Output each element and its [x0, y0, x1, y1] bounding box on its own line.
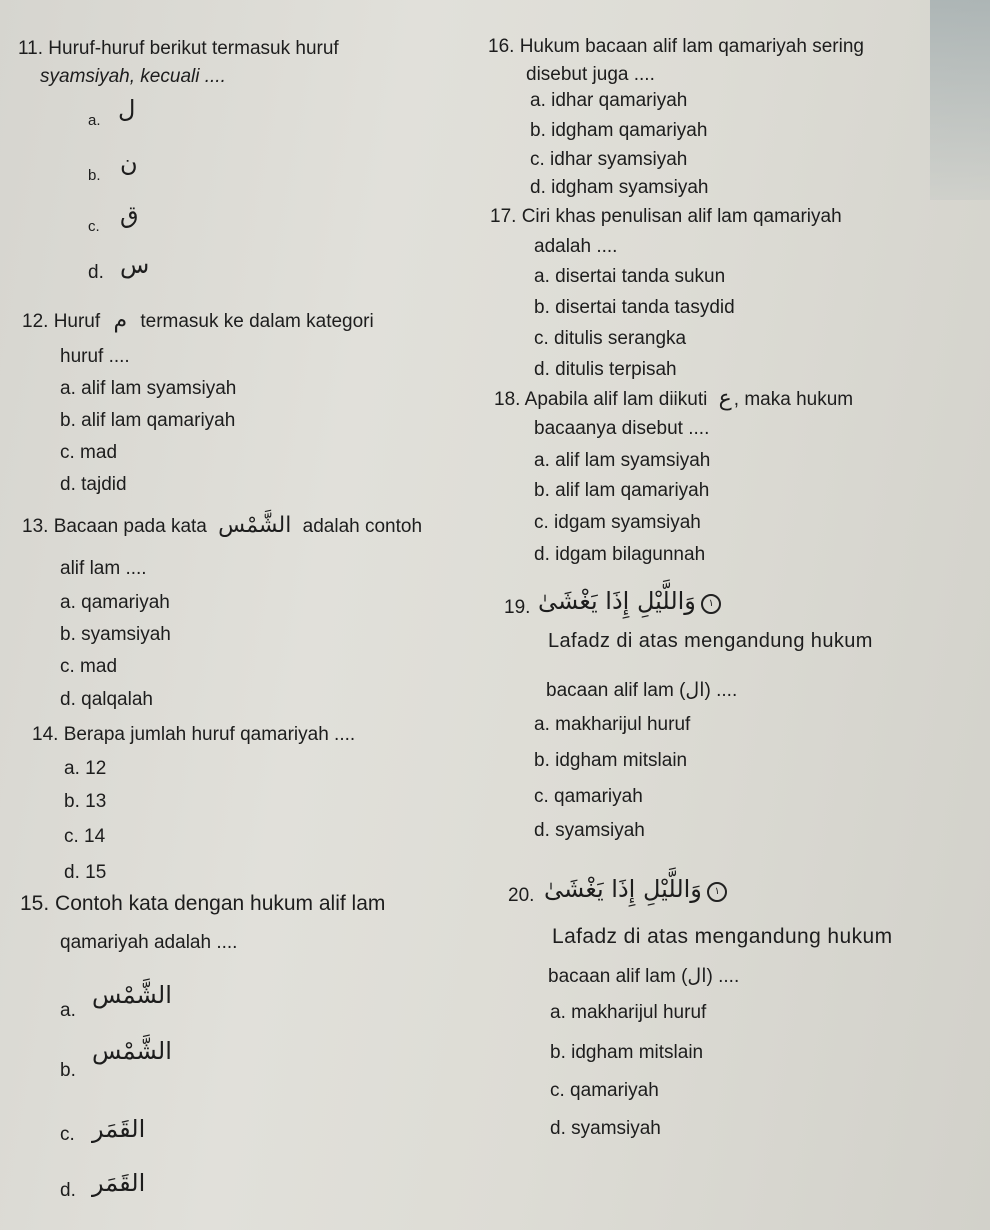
- q17-option-a: a. disertai tanda sukun: [534, 266, 726, 287]
- ayah-number-icon: ١: [707, 882, 727, 902]
- q12-option-d: d. tajdid: [60, 474, 127, 495]
- q13-arabic-word: الشَّمْس: [218, 513, 292, 538]
- q19-option-c: c. qamariyah: [534, 786, 643, 807]
- q13-option-d: d. qalqalah: [60, 689, 153, 710]
- q11-option-c-arabic: ق: [120, 201, 139, 229]
- q20-arabic-verse: وَاللَّيْلِ إِذَا يَغْشَىٰ: [544, 875, 702, 903]
- q20-option-c: c. qamariyah: [550, 1080, 659, 1101]
- q18-option-a: a. alif lam syamsiyah: [534, 450, 711, 471]
- question-19-verse: [538, 587, 725, 615]
- q20-option-a: a. makharijul huruf: [550, 1002, 707, 1023]
- question-11-line1: 11. Huruf-huruf berikut termasuk huruf: [18, 38, 339, 59]
- q12-text-before: 12. Huruf: [22, 311, 101, 332]
- q16-option-c: c. idhar syamsiyah: [530, 149, 688, 170]
- q11-option-a-letter: a.: [88, 112, 101, 129]
- q19-option-a: a. makharijul huruf: [534, 714, 691, 735]
- q19-option-d: d. syamsiyah: [534, 820, 645, 841]
- q13-text-after: adalah contoh: [302, 516, 423, 537]
- q16-option-b: b. idgham qamariyah: [530, 120, 708, 141]
- q13-option-a: a. qamariyah: [60, 592, 170, 613]
- question-16-line2: disebut juga ....: [526, 64, 655, 85]
- q15-option-c-letter: c.: [60, 1124, 75, 1145]
- q18-text-after: , maka hukum: [733, 389, 854, 410]
- question-17-line2: adalah ....: [534, 236, 618, 257]
- q11-option-b-arabic: ن: [120, 149, 138, 177]
- q14-option-a: a. 12: [64, 758, 107, 779]
- question-20-line1: Lafadz di atas mengandung hukum: [552, 925, 893, 948]
- q12-option-c: c. mad: [60, 442, 118, 463]
- q20-option-b: b. idgham mitslain: [550, 1042, 704, 1063]
- question-13-line2: alif lam ....: [60, 558, 147, 579]
- q13-option-c: c. mad: [60, 656, 118, 677]
- question-18-line1: [494, 388, 853, 411]
- ayah-number-icon: ١: [701, 594, 721, 614]
- q15-option-a-letter: a.: [60, 1000, 76, 1021]
- q17-option-c: c. ditulis serangka: [534, 328, 687, 349]
- q13-option-b: b. syamsiyah: [60, 624, 171, 645]
- q15-option-b-letter: b.: [60, 1060, 76, 1081]
- q20-option-d: d. syamsiyah: [550, 1118, 661, 1139]
- q18-text-before: 18. Apabila alif lam diikuti: [494, 389, 708, 410]
- q11-option-d-arabic: س: [120, 251, 150, 279]
- q16-option-d: d. idgham syamsiyah: [530, 177, 709, 198]
- question-14-line1: 14. Berapa jumlah huruf qamariyah ....: [32, 724, 356, 745]
- question-12-line1: [22, 310, 374, 333]
- q12-option-a: a. alif lam syamsiyah: [60, 378, 237, 399]
- q17-option-b: b. disertai tanda tasydid: [534, 297, 735, 318]
- question-19-line2: bacaan alif lam (ال) ....: [546, 680, 738, 701]
- q19-option-b: b. idgham mitslain: [534, 750, 688, 771]
- q18-arabic-letter: ع: [718, 386, 732, 411]
- q13-text-before: 13. Bacaan pada kata: [22, 516, 207, 537]
- q14-option-d: d. 15: [64, 862, 107, 883]
- q19-arabic-verse: وَاللَّيْلِ إِذَا يَغْشَىٰ: [538, 587, 696, 615]
- question-17-line1: 17. Ciri khas penulisan alif lam qamariyah: [490, 206, 842, 227]
- q15-option-a-arabic: الشَّمْس: [92, 981, 172, 1009]
- question-15-line2: qamariyah adalah ....: [60, 932, 238, 953]
- question-20-number: 20.: [508, 885, 535, 906]
- question-19-line1: Lafadz di atas mengandung hukum: [548, 630, 873, 652]
- question-11-line2: syamsiyah, kecuali ....: [40, 66, 226, 87]
- q15-option-d-letter: d.: [60, 1180, 76, 1201]
- question-12-line2: huruf ....: [60, 346, 130, 367]
- q11-option-c-letter: c.: [88, 218, 100, 235]
- q18-option-b: b. alif lam qamariyah: [534, 480, 710, 501]
- q17-option-d: d. ditulis terpisah: [534, 359, 677, 380]
- q11-option-a-arabic: ل: [118, 95, 136, 123]
- q14-option-c: c. 14: [64, 826, 106, 847]
- question-20-verse: [544, 875, 731, 903]
- q11-option-d-letter: d.: [88, 262, 104, 283]
- q15-option-d-arabic: القَمَر: [92, 1169, 146, 1197]
- page-edge: [930, 0, 990, 200]
- question-16-line1: 16. Hukum bacaan alif lam qamariyah sering: [488, 36, 864, 57]
- q15-option-c-arabic: القَمَر: [92, 1115, 146, 1143]
- question-20-line2: bacaan alif lam (ال) ....: [548, 966, 740, 987]
- q16-option-a: a. idhar qamariyah: [530, 90, 688, 111]
- q12-option-b: b. alif lam qamariyah: [60, 410, 236, 431]
- q12-arabic-letter: م: [113, 308, 128, 333]
- question-13-line1: [22, 515, 422, 538]
- q11-option-b-letter: b.: [88, 167, 101, 184]
- q14-option-b: b. 13: [64, 791, 107, 812]
- q15-option-b-arabic: الشَّمْس: [92, 1037, 172, 1065]
- question-18-line2: bacaanya disebut ....: [534, 418, 710, 439]
- question-19-number: 19.: [504, 597, 531, 618]
- q18-option-d: d. idgam bilagunnah: [534, 544, 706, 565]
- q12-text-after: termasuk ke dalam kategori: [140, 311, 374, 332]
- q18-option-c: c. idgam syamsiyah: [534, 512, 701, 533]
- question-15-line1: 15. Contoh kata dengan hukum alif lam: [20, 892, 386, 915]
